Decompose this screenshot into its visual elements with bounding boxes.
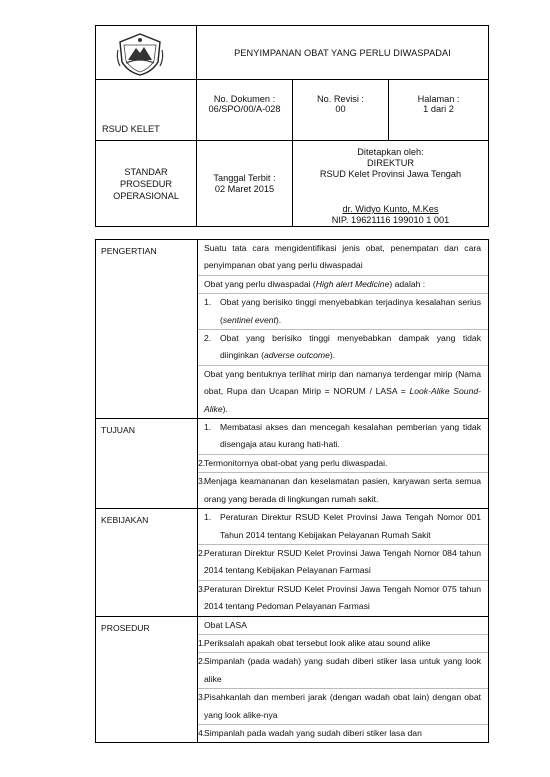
section-content-prosedur [198,616,489,743]
section-label-kebijakan: KEBIJAKAN [96,509,198,616]
sop-type-cell [96,141,197,227]
sop-line-1: STANDAR [124,166,168,177]
central-java-emblem-icon [116,32,164,76]
issue-date-value: 02 Maret 2015 [214,183,275,194]
director-title: DIREKTUR [367,158,414,168]
sop-header-table [95,25,489,227]
sop-line-3: OPERASIONAL [113,190,179,201]
sop-line-2: PROSEDUR [119,178,173,189]
revision-value: 00 [335,104,346,114]
section-label-prosedur: PROSEDUR [96,616,198,743]
list-item: 2. Termonitornya obat-obat yang perlu diwaspadai. [198,454,488,472]
page-label: Halaman : [417,94,460,104]
signer-nip: NIP. 19621116 199010 1 001 [331,215,450,225]
list-item: 3. Peraturan Direktur RSUD Kelet Provinsi Jawa Tengah Nomor 075 tahun 2014 tentang Pedoman Pelayanan Farmasi [198,580,488,616]
section-content-pengertian [198,240,489,419]
list-item: 1. Obat yang berisiko tinggi menyebabkan terjadinya kesalahan serius (sentinel event). [204,297,481,325]
issue-date-label: Tanggal Terbit : [213,172,276,183]
list-item: 4. Simpanlah pada wadah yang sudah diberi stiker lasa dan [198,724,488,742]
list-item: 3. Menjaga keamananan dan keselamatan pasien, karyawan serta semua orang yang berada di lingkungan rumah sakit. [198,472,488,508]
prosedur-list [198,634,481,742]
section-content-tujuan [198,419,489,509]
document-number-value: 06/SPO/00/A-028 [208,104,281,114]
institution-name: RSUD KELET [96,80,197,141]
page-cell [389,80,489,141]
signer-name: dr. Widyo Kunto, M.Kes [342,204,439,214]
page-value: 1 dari 2 [423,104,454,114]
high-alert-list [198,293,488,329]
approval-cell [293,141,489,227]
list-item: 1. Membatasi akses dan mencegah kesalahan pemberian yang tidak disengaja atau kurang hati-hati. [204,422,481,450]
prosedur-heading: Obat LASA [204,619,247,630]
director-organization: RSUD Kelet Provinsi Jawa Tengah [319,169,462,179]
approved-by-label: Ditetapkan oleh: [357,147,424,157]
issue-date-cell [197,141,293,227]
section-content-kebijakan [198,509,489,616]
section-label-pengertian: PENGERTIAN [96,240,198,419]
high-alert-definition: Obat yang perlu diwaspadai (High alert Medicine) adalah : [198,275,488,293]
high-alert-list-2 [198,329,488,365]
list-item: 3. Pisahkanlah dan memberi jarak (dengan wadah obat lain) dengan obat yang look alike-nya [198,688,488,724]
document-number-label: No. Dokumen : [213,94,276,104]
list-item: 1. Peraturan Direktur RSUD Kelet Provinsi Jawa Tengah Nomor 001 Tahun 2014 tentang Kebijakan Pelayanan Rumah Sakit [204,512,481,540]
list-item: 1. Periksalah apakah obat tersebut look alike atau sound alike [198,634,488,652]
section-label-tujuan: TUJUAN [96,419,198,509]
logo-cell [96,26,197,80]
sop-body-table [95,239,489,743]
tujuan-list [198,419,481,508]
lasa-definition: Obat yang bentuknya terlihat mirip dan namanya terdengar mirip (Nama obat, Rupa dan Ucapan Mirip = NORUM / LASA = Look-Alike Sound-Alike). [198,365,488,418]
definition-intro: Suatu tata cara mengidentifikasi jenis obat, penempatan dan cara penyimpanan obat yang perlu diwaspadai [204,243,481,271]
list-item: 2. Simpanlah (pada wadah) yang sudah diberi stiker lasa untuk yang look alike [198,652,488,688]
list-item: 2. Obat yang berisiko tinggi menyebabkan dampak yang tidak diinginkan (adverse outcome). [204,333,481,361]
document-number-cell [197,80,293,141]
list-item: 2. Peraturan Direktur RSUD Kelet Provinsi Jawa Tengah Nomor 084 tahun 2014 tentang Kebijakan Pelayanan Farmasi [198,544,488,580]
kebijakan-list [198,509,481,615]
revision-label: No. Revisi : [317,94,364,104]
revision-cell [293,80,389,141]
document-title: PENYIMPANAN OBAT YANG PERLU DIWASPADAI [197,26,489,80]
